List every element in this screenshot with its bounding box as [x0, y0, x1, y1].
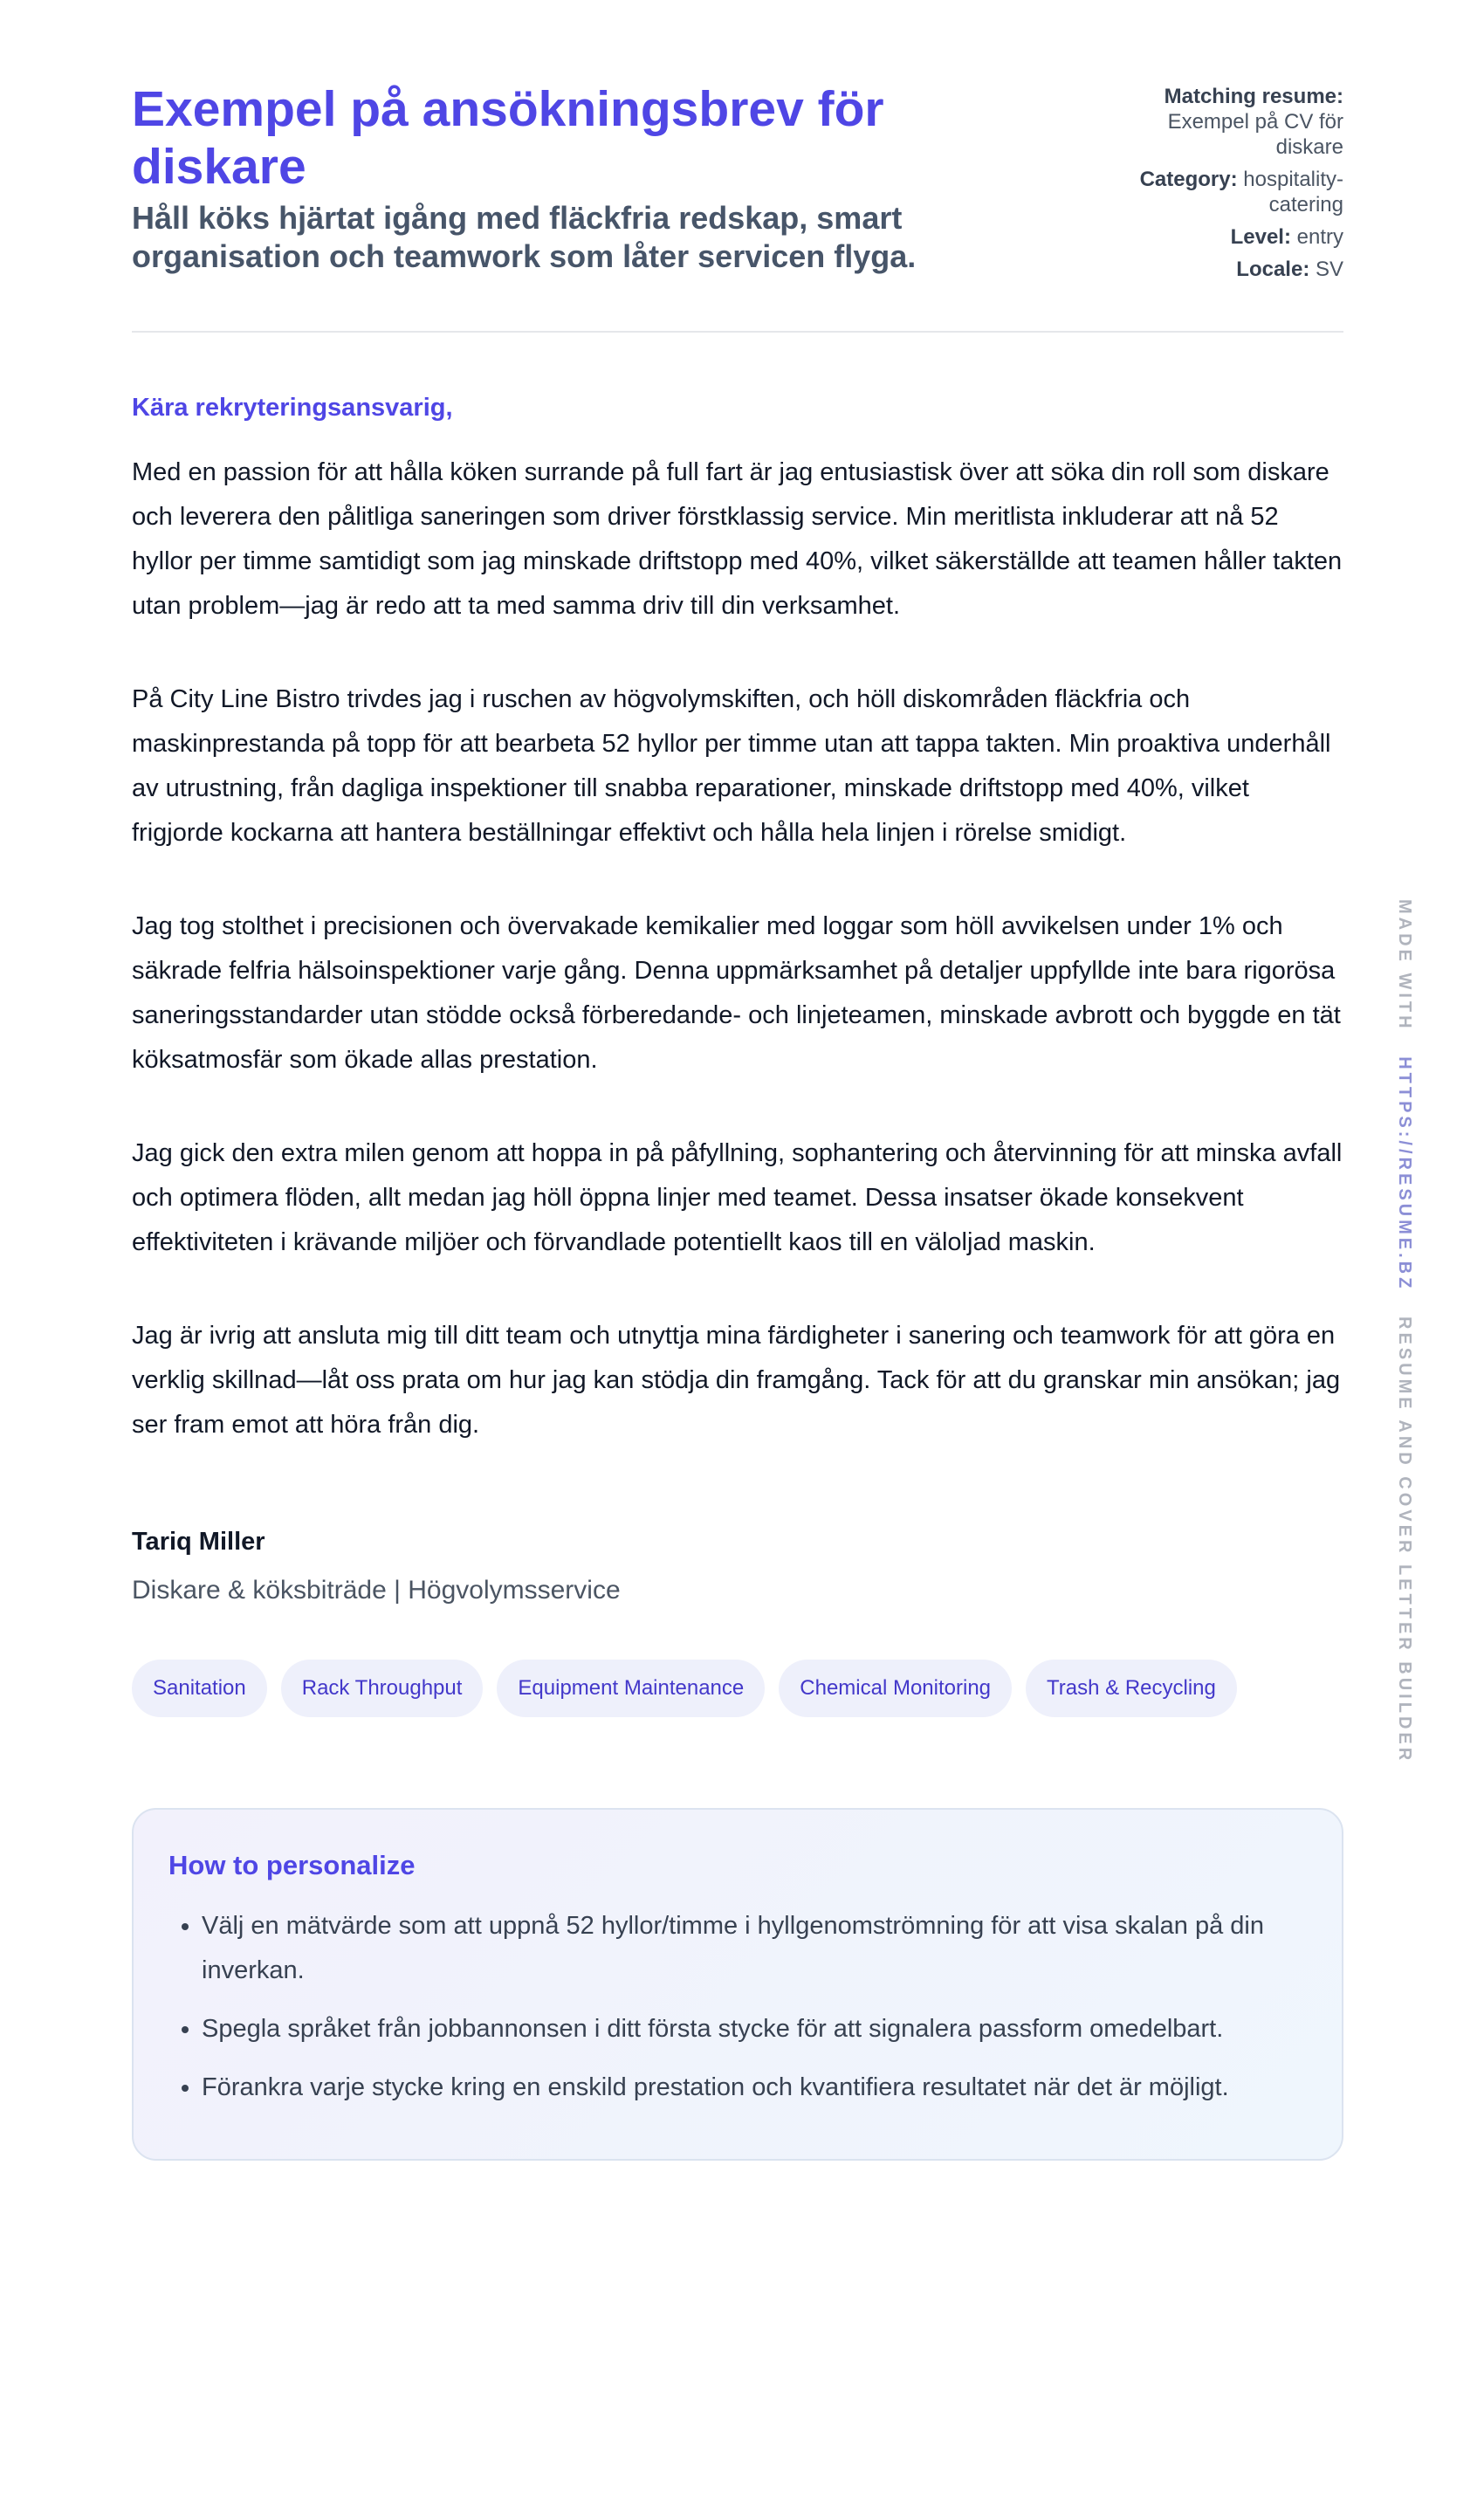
personalize-tip: • Förankra varje stycke kring en enskild prestation och kvantifiera resultatet när det är möjligt. [202, 2066, 1307, 2110]
skill-tag: Chemical Monitoring [779, 1660, 1012, 1717]
salutation: Kära rekryteringsansvarig, [132, 394, 453, 422]
personalize-heading: How to personalize [168, 1850, 416, 1880]
meta-level-label: Level: [1230, 225, 1291, 249]
personalize-panel [132, 1808, 1343, 2161]
watermark-prefix: MADE WITH [1395, 899, 1414, 1032]
meta-locale-label: Locale: [1236, 258, 1310, 281]
watermark-link[interactable]: HTTPS://RESUME.BZ [1395, 1056, 1414, 1292]
meta-locale-value: SV [1315, 258, 1343, 281]
skill-tag: Trash & Recycling [1026, 1660, 1237, 1717]
meta-level-value: entry [1296, 225, 1343, 249]
skill-tag: Sanitation [132, 1660, 267, 1717]
meta-locale [1108, 257, 1343, 282]
skill-tag: Rack Throughput [281, 1660, 484, 1717]
cover-letter-page [132, 80, 1343, 2161]
personalize-tip: • Spegla språket från jobbannonsen i ditt första stycke för att signalera passform omedelbart. [202, 2007, 1307, 2052]
meta-panel [1108, 84, 1343, 289]
skill-tags [132, 1660, 1343, 1717]
letter-paragraph: Med en passion för att hålla köken surrande på full fart är jag entusiastisk över att söka din roll som diskare och leverera den pålitliga saneringen som driver förstklassig service. Min meritlista inkluderar att nå 52 hyllor per timme samtidigt som jag minskade driftstopp med 40%, vilket säkerställde att teamen håller takten utan problem—jag är redo att ta med samma driv till din verksamhet. [132, 458, 1343, 620]
title-block [132, 80, 1005, 276]
letter-paragraph: På City Line Bistro trivdes jag i ruschen av högvolymskiften, och höll diskområden fläckfria och maskinprestanda på topp för att bearbeta 52 hyllor per timme utan att tappa takten. Min proaktiva underhåll av utrustning, från dagliga inspektioner till snabba reparationer, minskade driftstopp med 40%, vilket frigjorde kockarna att hantera beställningar effektivt och hålla hela linjen i rörelse smidigt. [132, 685, 1331, 847]
meta-resume-value[interactable]: Exempel på CV för diskare [1167, 110, 1343, 159]
page-title: Exempel på ansökningsbrev för diskare [132, 81, 884, 195]
letter-paragraph: Jag gick den extra milen genom att hoppa in på påfyllning, sophantering och återvinning för att minska avfall och optimera flöden, allt medan jag höll öppna linjer med teamet. Dessa insatser ökade konsekvent effektiviteten i krävande miljöer och förvandlade potentiellt kaos till en väloljad maskin. [132, 1139, 1343, 1256]
meta-resume-label: Matching resume: [1164, 85, 1343, 108]
header-divider [132, 331, 1343, 333]
watermark-suffix: RESUME AND COVER LETTER BUILDER [1395, 1316, 1414, 1764]
meta-category-label: Category: [1139, 168, 1238, 191]
meta-level [1108, 224, 1343, 250]
header [132, 80, 1343, 289]
letter-paragraph: Jag är ivrig att ansluta mig till ditt team och utnyttja mina färdigheter i sanering och teamwork för att göra en verklig skillnad—låt oss prata om hur jag kan stödja din framgång. Tack för att du granskar min ansökan; jag ser fram emot att höra från dig. [132, 1322, 1341, 1439]
page-subtitle: Håll köks hjärtat igång med fläckfria redskap, smart organisation och teamwork som låter servicen flyga. [132, 200, 917, 274]
signature-role: Diskare & köksbiträde | Högvolymsservice [132, 1576, 621, 1605]
personalize-list [168, 1904, 1307, 2110]
personalize-tip: • Välj en mätvärde som att uppnå 52 hyllor/timme i hyllgenomströmning för att visa skalan på din inverkan. [202, 1904, 1307, 1993]
watermark [1394, 899, 1414, 1763]
meta-category-value: hospitality-catering [1243, 168, 1343, 217]
meta-resume [1108, 84, 1343, 160]
letter-paragraph: Jag tog stolthet i precisionen och övervakade kemikalier med loggar som höll avvikelsen under 1% och säkrade felfria hälsoinspektioner varje gång. Denna uppmärksamhet på detaljer uppfyllde inte bara rigorösa saneringsstandarder utan stödde också förberedande- och linjeteamen, minskade avbrott och byggde en tät köksatmosfär som ökade allas prestation. [132, 912, 1341, 1074]
letter-body [132, 450, 1345, 1447]
signature-name: Tariq Miller [132, 1528, 265, 1556]
skill-tag: Equipment Maintenance [497, 1660, 765, 1717]
meta-category [1108, 167, 1343, 217]
